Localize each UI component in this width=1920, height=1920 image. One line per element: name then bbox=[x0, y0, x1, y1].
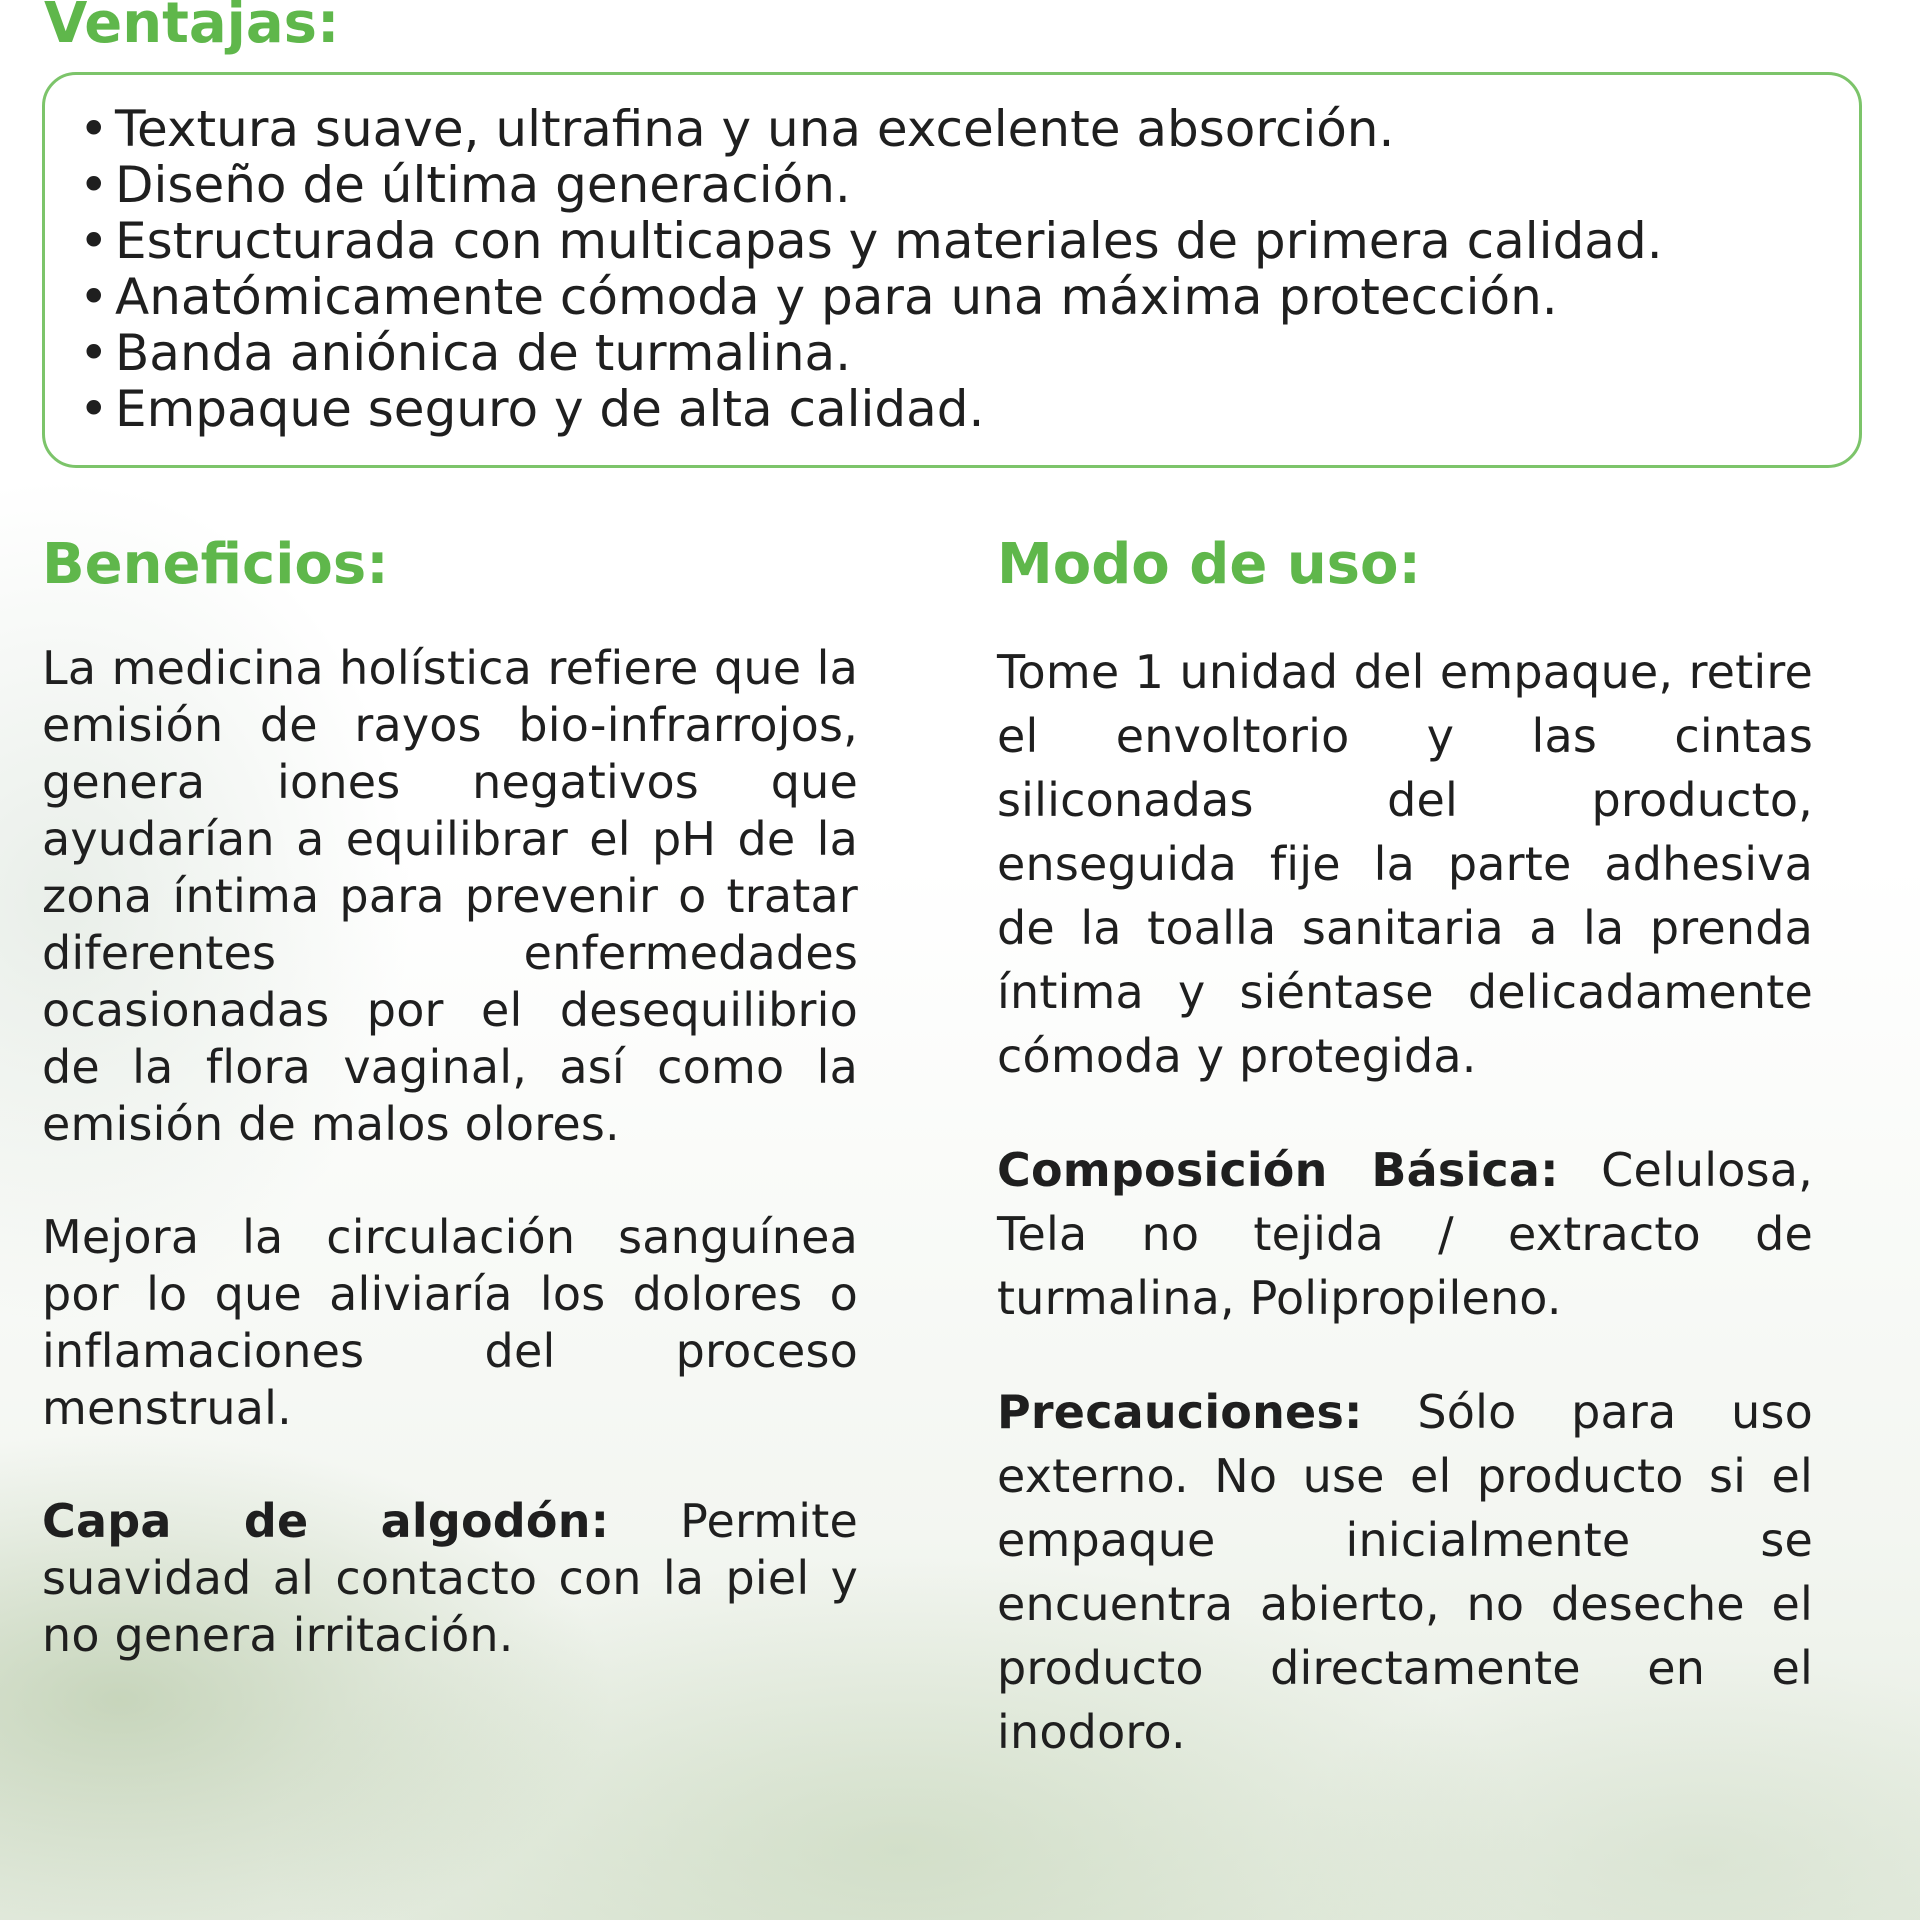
beneficios-column bbox=[42, 640, 858, 1664]
ventajas-box bbox=[42, 72, 1862, 468]
list-item-text: Textura suave, ultrafina y una excelente absorción. bbox=[115, 100, 1395, 158]
list-item-text: Empaque seguro y de alta calidad. bbox=[115, 380, 985, 438]
modo-de-uso-paragraph: Tome 1 unidad del empaque, retire el envoltorio y las cintas siliconadas del producto, enseguida fije la parte adhesiva de la toalla sanitaria a la prenda íntima y siéntase delicadamente cómoda y protegida. bbox=[997, 645, 1813, 1083]
precauciones-label: Precauciones: bbox=[997, 1385, 1363, 1439]
composicion-paragraph bbox=[997, 1138, 1813, 1330]
precauciones-paragraph bbox=[997, 1380, 1813, 1764]
composicion-text: Celulosa, Tela no tejida / extracto de turmalina, Polipropileno. bbox=[997, 1143, 1813, 1325]
bullet-icon: • bbox=[79, 212, 109, 270]
bullet-icon: • bbox=[79, 380, 109, 438]
ventajas-list bbox=[45, 75, 1859, 437]
list-item bbox=[79, 101, 1859, 157]
capa-algodon-label: Capa de algodón: bbox=[42, 1494, 610, 1548]
bullet-icon: • bbox=[79, 324, 109, 382]
list-item bbox=[79, 381, 1859, 437]
bullet-icon: • bbox=[79, 156, 109, 214]
list-item bbox=[79, 213, 1859, 269]
list-item-text: Estructurada con multicapas y materiales de primera calidad. bbox=[115, 212, 1663, 270]
modo-de-uso-column bbox=[997, 640, 1813, 1764]
beneficios-paragraph-2: Mejora la circulación sanguínea por lo que aliviaría los dolores o inflamaciones del proceso menstrual. bbox=[42, 1210, 858, 1435]
list-item bbox=[79, 157, 1859, 213]
list-item-text: Banda aniónica de turmalina. bbox=[115, 324, 852, 382]
capa-algodon-paragraph bbox=[42, 1493, 858, 1664]
composicion-label: Composición Básica: bbox=[997, 1143, 1559, 1197]
beneficios-paragraph-1: La medicina holística refiere que la emisión de rayos bio-infrarrojos, genera iones negativos que ayudarían a equilibrar el pH de la zona íntima para prevenir o tratar diferentes enfermedades ocasionadas por el desequilibrio de la flora vaginal, así como la emisión de malos olores. bbox=[42, 641, 858, 1151]
beneficios-heading: Beneficios: bbox=[42, 532, 389, 597]
list-item-text: Diseño de última generación. bbox=[115, 156, 851, 214]
bullet-icon: • bbox=[79, 268, 109, 326]
ventajas-heading: Ventajas: bbox=[44, 0, 340, 56]
list-item bbox=[79, 269, 1859, 325]
modo-de-uso-heading: Modo de uso: bbox=[997, 532, 1421, 597]
precauciones-text: Sólo para uso externo. No use el producto si el empaque inicialmente se encuentra abierto, no deseche el producto directamente en el inodoro. bbox=[997, 1385, 1813, 1759]
list-item bbox=[79, 325, 1859, 381]
capa-algodon-text: Permite suavidad al contacto con la piel y no genera irritación. bbox=[42, 1494, 859, 1662]
list-item-text: Anatómicamente cómoda y para una máxima protección. bbox=[115, 268, 1558, 326]
bullet-icon: • bbox=[79, 100, 109, 158]
